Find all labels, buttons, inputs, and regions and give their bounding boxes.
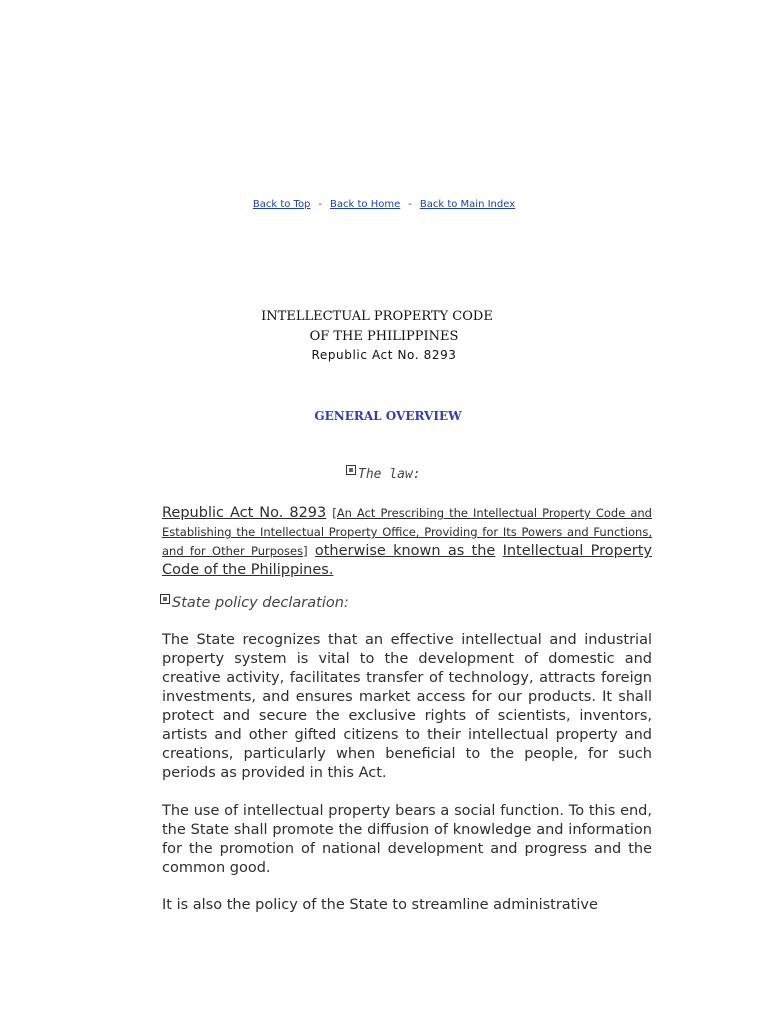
law-heading bbox=[346, 467, 421, 482]
policy-paragraph-1: The State recognizes that an effective intellectual and industrial property system is vital to the development of domestic and creative activity, facilitates transfer of technology, attracts foreign investments, and ensures market access for our products. It shall protect and secure the exclusive rights of scientists, inventors, artists and other gifted citizens to their intellectual property and creations, particularly when beneficial to the people, for such periods as provided in this Act. bbox=[162, 632, 652, 781]
back-to-home-link[interactable]: Back to Home bbox=[330, 199, 401, 210]
policy-paragraph-3: It is also the policy of the State to streamline administrative bbox=[162, 897, 598, 913]
navigation-links bbox=[0, 199, 768, 210]
bullet-icon bbox=[160, 594, 170, 604]
act-name: Republic Act No. 8293 bbox=[162, 505, 327, 521]
law-paragraph bbox=[162, 504, 652, 580]
act-number: Republic Act No. 8293 bbox=[311, 348, 457, 362]
document-title-line1: INTELLECTUAL PROPERTY CODE bbox=[261, 309, 493, 324]
law-heading-text: The law: bbox=[358, 467, 421, 482]
nav-separator: - bbox=[408, 199, 412, 210]
act-description: [An Act Prescribing the Intellectual Property Code and Establishing the Intellectual Property Office, Providing for Its Powers and Functions, and for Other Purposes] bbox=[162, 506, 652, 558]
document-title-line2: OF THE PHILIPPINES bbox=[309, 329, 459, 344]
section-title: GENERAL OVERVIEW bbox=[314, 409, 462, 423]
nav-separator: - bbox=[318, 199, 323, 210]
back-to-top-link[interactable]: Back to Top bbox=[252, 199, 311, 210]
short-title: Intellectual Property Code of the Philippines. bbox=[162, 543, 653, 578]
bullet-icon bbox=[346, 465, 356, 475]
known-as-text: otherwise known as the bbox=[314, 543, 496, 559]
back-to-main-index-link[interactable]: Back to Main Index bbox=[419, 199, 516, 210]
policy-heading-text: State policy declaration: bbox=[172, 595, 349, 611]
policy-paragraph-2: The use of intellectual property bears a social function. To this end, the State shall promote the diffusion of knowledge and information for the promotion of national development and progress and the common good. bbox=[162, 803, 652, 876]
policy-heading bbox=[160, 595, 349, 611]
